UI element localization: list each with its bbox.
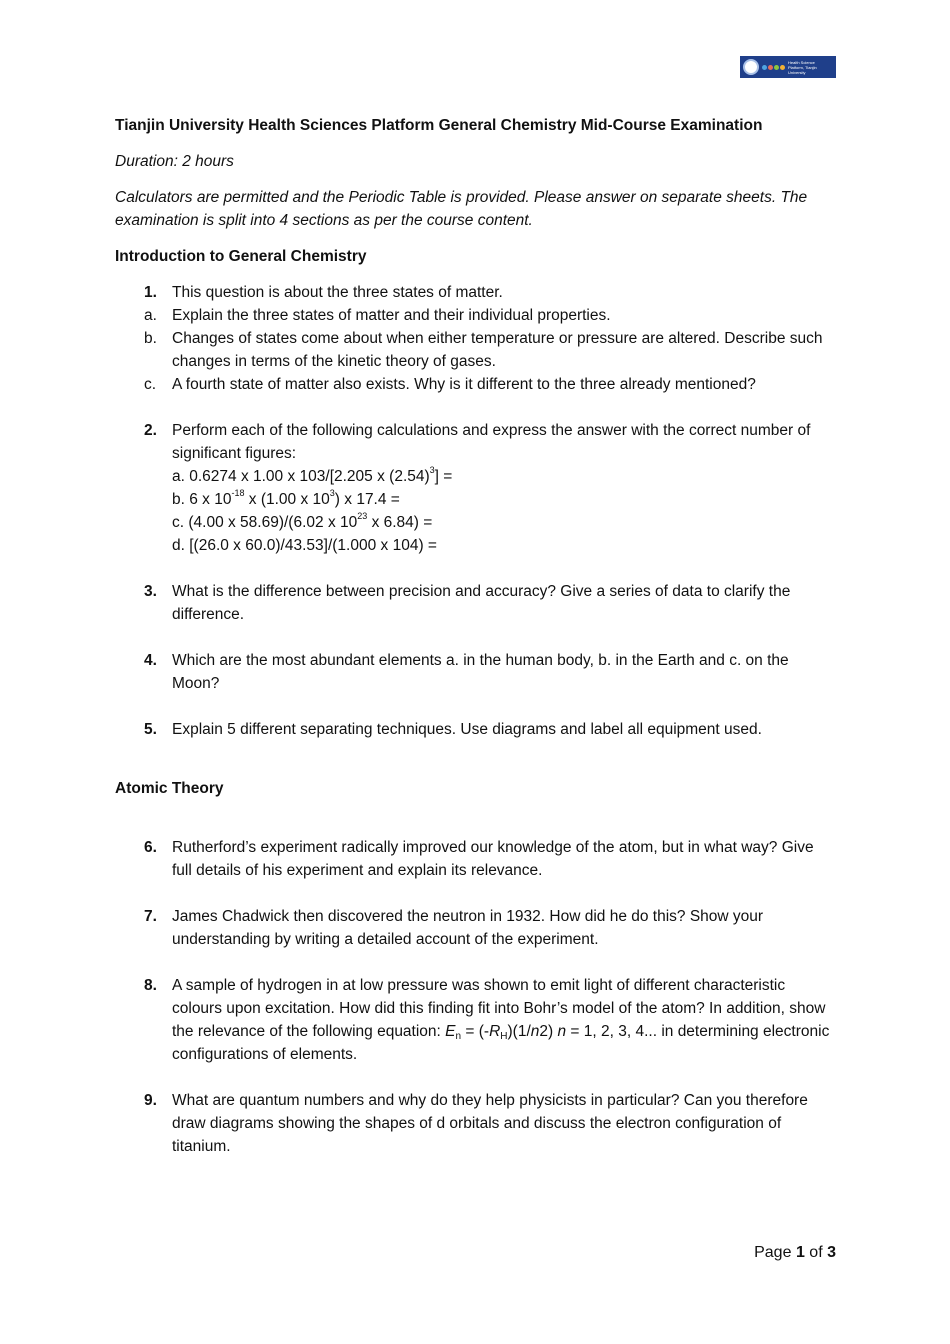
question-body (172, 419, 830, 557)
question-number: 1. (144, 284, 157, 301)
question-text: Explain 5 different separating techniques. Use diagrams and label all equipment used. (172, 721, 762, 738)
calculation-c: c. (4.00 x 58.69)/(6.02 x $10^{23}$ x 6.84) = (172, 511, 433, 531)
question-1b (115, 327, 830, 373)
subquestion-label: b. (144, 330, 157, 347)
question-text: What is the difference between precision and accuracy? Give a series of data to clarify the difference. (172, 583, 791, 623)
question-5 (115, 718, 830, 741)
question-text: This question is about the three states of matter. (172, 284, 503, 301)
calculation-d: d. [(26.0 x 60.0)/43.53]/(1.000 x 104) = (172, 537, 437, 554)
subquestion-label: c. (144, 376, 157, 393)
question-number: 6. (144, 839, 157, 856)
section-heading: Atomic Theory (115, 780, 224, 797)
question-number: 3. (144, 583, 157, 600)
question-number: 2. (144, 422, 157, 439)
section-heading: Introduction to General Chemistry (115, 248, 367, 265)
exam-duration: Duration: 2 hours (115, 153, 234, 170)
question-3 (115, 580, 830, 626)
page-number: Page 1 of 3 (754, 1244, 836, 1261)
subquestion-text: A fourth state of matter also exists. Why is it different to the three already mentioned? (172, 376, 756, 393)
question-4 (115, 649, 830, 695)
question-2 (115, 419, 830, 557)
question-text: A sample of hydrogen in at low pressure was shown to emit light of different characteristic colours upon excitation. How did this finding fit into Bohr’s model of the atom? In addition, show the relevance of the following equation: $E_n = (-R_H)(1/n2) n = 1$, 2, 3, 4... in determining electronic configurations of elements. (172, 977, 830, 1063)
university-logo (740, 56, 836, 78)
exam-content (115, 114, 830, 1158)
subquestion-text: Changes of states come about when either temperature or pressure are altered. Describe such changes in terms of the kinetic theory of gases. (172, 330, 823, 370)
question-text: Which are the most abundant elements a. in the human body, b. in the Earth and c. on the Moon? (172, 652, 789, 692)
question-8 (115, 974, 830, 1066)
question-text: What are quantum numbers and why do they help physicists in particular? Can you therefore draw diagrams showing the shapes of d orbitals and discuss the electron configuration of titanium. (172, 1092, 808, 1155)
question-6 (115, 836, 830, 882)
question-9 (115, 1089, 830, 1158)
university-seal-icon (743, 59, 759, 75)
question-text: Perform each of the following calculations and express the answer with the correct number of significant figures: (172, 422, 811, 462)
question-7 (115, 905, 830, 951)
question-1c (115, 373, 830, 396)
question-number: 4. (144, 652, 157, 669)
question-1 (115, 281, 830, 304)
question-number: 9. (144, 1092, 157, 1109)
logo-text: Health Science Platform, Tianjin University (788, 59, 817, 75)
question-text: Rutherford’s experiment radically improved our knowledge of the atom, but in what way? Give full details of his experiment and explain its relevance. (172, 839, 814, 879)
calculation-a: a. 0.6274 x 1.00 x 103/[2.205 x $(2.54)^3$] = (172, 465, 453, 485)
question-1a (115, 304, 830, 327)
subquestion-label: a. (144, 307, 157, 324)
question-text: James Chadwick then discovered the neutron in 1932. How did he do this? Show your understanding by writing a detailed account of the experiment. (172, 908, 764, 948)
calculation-b: b. 6 x $10^{-18}$ x (1.00 x $10^3$) x 17.4 = (172, 488, 400, 508)
question-number: 8. (144, 977, 157, 994)
question-number: 7. (144, 908, 157, 925)
question-number: 5. (144, 721, 157, 738)
subquestion-text: Explain the three states of matter and their individual properties. (172, 307, 611, 324)
exam-title: Tianjin University Health Sciences Platform General Chemistry Mid-Course Examination (115, 117, 763, 134)
molecule-icon (762, 65, 785, 70)
exam-instructions: Calculators are permitted and the Periodic Table is provided. Please answer on separate sheets. The examination is split into 4 sections as per the course content. (115, 189, 808, 229)
